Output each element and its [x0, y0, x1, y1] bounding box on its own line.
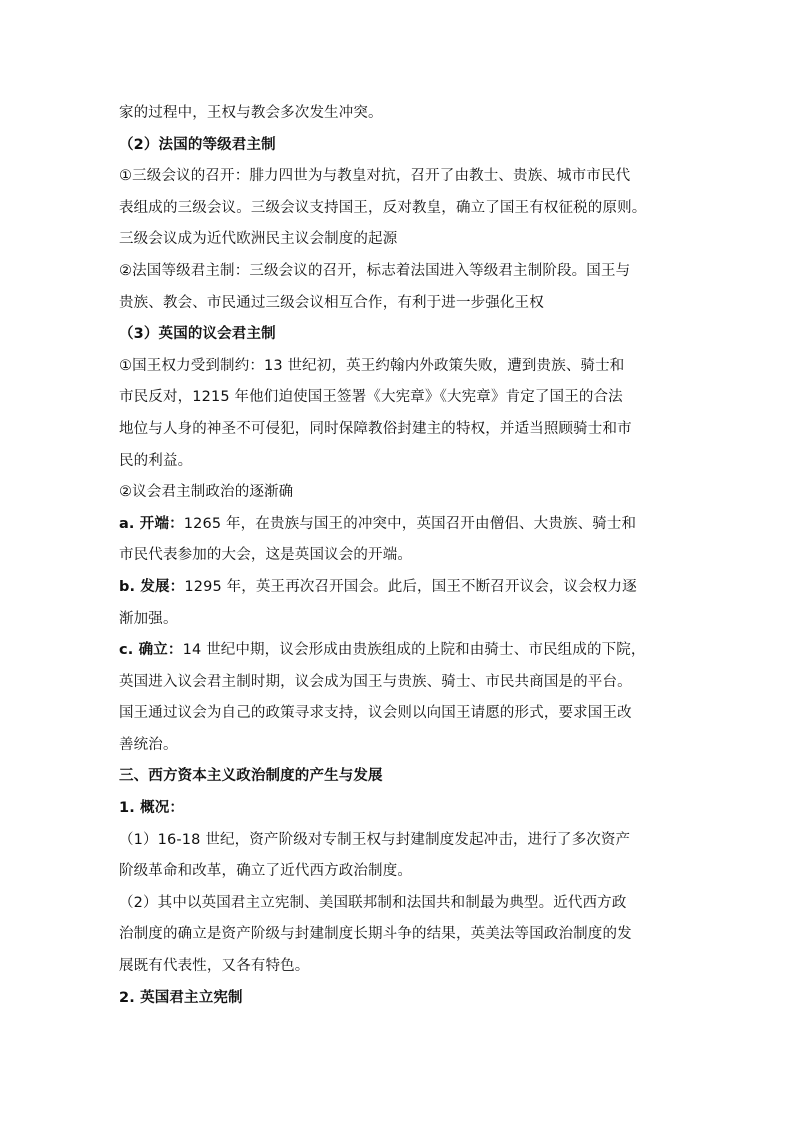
line-text: 2. 英国君主立宪制: [119, 989, 243, 1006]
text-line: [119, 667, 681, 699]
text-line: [119, 698, 681, 730]
line-text: 贵族、教会、市民通过三级会议相互合作，有利于进一步强化王权: [119, 294, 544, 311]
line-text: 三级会议成为近代欧洲民主议会制度的起源: [119, 231, 398, 248]
line-text: 国王通过议会为自己的政策寻求支持，议会则以向国王请愿的形式，要求国王改: [119, 705, 632, 722]
line-text: ①国王权力受到制约：13 世纪初，英王约翰内外政策失败，遭到贵族、骑士和: [119, 357, 625, 374]
text-line: [119, 477, 681, 509]
text-line: [119, 635, 681, 667]
line-text: 地位与人身的神圣不可侵犯，同时保障教俗封建主的特权，并适当照顾骑士和市: [119, 420, 632, 437]
text-line: [119, 98, 681, 130]
item-label: b. 发展：: [119, 578, 185, 595]
text-line: [119, 888, 681, 920]
text-line: [119, 572, 681, 604]
text-line: [119, 604, 681, 636]
line-text: （1）16-18 世纪，资产阶级对专制王权与封建制度发起冲击，进行了多次资产: [119, 831, 631, 848]
text-line: [119, 382, 681, 414]
line-text: （3）英国的议会君主制: [119, 326, 276, 343]
line-text: ②法国等级君主制：三级会议的召开，标志着法国进入等级君主制阶段。国王与: [119, 262, 631, 279]
line-text: 三、西方资本主义政治制度的产生与发展: [119, 768, 383, 785]
text-line: [119, 540, 681, 572]
line-text: （2）其中以英国君主立宪制、美国联邦制和法国共和制最为典型。近代西方政: [119, 894, 627, 911]
line-text: 市民反对，1215 年他们迫使国王签署《大宪章》《大宪章》肯定了国王的合法: [119, 389, 623, 406]
line-text: ②议会君主制政治的逐渐确: [119, 484, 294, 501]
text-line: [119, 509, 681, 541]
text-line: [119, 288, 681, 320]
text-line: [119, 856, 681, 888]
line-text: 家的过程中，王权与教会多次发生冲突。: [119, 105, 383, 121]
text-line: [119, 193, 681, 225]
line-text: 治制度的确立是资产阶级与封建制度长期斗争的结果，英美法等国政治制度的发: [119, 926, 632, 943]
line-text: 表组成的三级会议。三级会议支持国王，反对教皇，确立了国王有权征税的原则。: [119, 199, 647, 216]
line-text: 市民代表参加的大会，这是英国议会的开端。: [119, 547, 412, 564]
section-heading: [119, 983, 681, 1015]
item-label: a. 开端：: [119, 515, 184, 532]
section-heading: [119, 793, 681, 825]
line-text: 14 世纪中期，议会形成由贵族组成的上院和由骑士、市民组成的下院，: [182, 642, 646, 659]
text-line: [119, 730, 681, 762]
text-line: [119, 351, 681, 383]
section-heading: [119, 761, 681, 793]
line-text: 1295 年，英王再次召开国会。此后，国王不断召开议会，议会权力逐: [184, 578, 637, 595]
text-line: [119, 951, 681, 983]
text-line: [119, 919, 681, 951]
text-line: [119, 446, 681, 478]
line-text: 英国进入议会君主制时期，议会成为国王与贵族、骑士、市民共商国是的平台。: [119, 673, 632, 690]
line-text: 展既有代表性，又各有特色。: [119, 958, 310, 975]
line-text: 善统治。: [119, 736, 178, 753]
line-text: ①三级会议的召开：腓力四世为与教皇对抗，召开了由教士、贵族、城市市民代: [119, 168, 631, 185]
text-line: [119, 161, 681, 193]
text-line: [119, 414, 681, 446]
section-heading: [119, 319, 681, 351]
line-text: 渐加强。: [119, 610, 178, 627]
line-text: 1. 概况：: [119, 800, 185, 817]
line-text: 1265 年，在贵族与国王的冲突中，英国召开由僧侣、大贵族、骑士和: [183, 515, 637, 532]
item-label: c. 确立：: [119, 642, 183, 659]
line-text: 阶级革命和改革，确立了近代西方政治制度。: [119, 863, 412, 880]
text-line: [119, 224, 681, 256]
text-line: [119, 825, 681, 857]
line-text: （2）法国的等级君主制: [119, 136, 276, 153]
section-heading: [119, 130, 681, 162]
document-body: [119, 98, 681, 1014]
text-line: [119, 256, 681, 288]
line-text: 民的利益。: [119, 452, 193, 469]
